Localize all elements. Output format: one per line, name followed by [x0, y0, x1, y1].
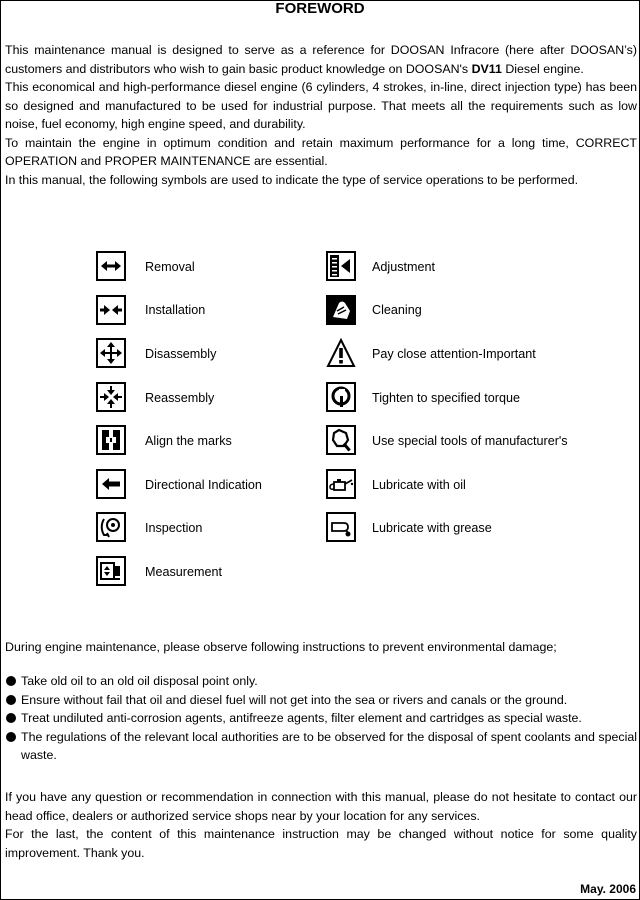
special-tool-icon	[326, 425, 356, 455]
adjustment-icon	[326, 251, 356, 281]
symbol-label: Directional Indication	[145, 478, 262, 492]
direction-arrow-icon	[96, 469, 126, 499]
bullet-text: Treat undiluted anti-corrosion agents, antifreeze agents, filter element and cartridges as special waste.	[21, 711, 582, 725]
measurement-icon	[96, 556, 126, 586]
grease-icon	[326, 512, 356, 542]
engine-model: DV11	[471, 61, 502, 76]
intro-paragraph-2: This economical and high-performance diesel engine (6 cylinders, 4 strokes, in-line, direct injection type) has been so designed and manufactured to be used for industrial purpose. That meets all the requirements such as low noise, fuel economy, high engine speed, and durability.	[5, 80, 637, 131]
bullet-text: Take old oil to an old oil disposal point only.	[21, 674, 258, 688]
bullet-text: The regulations of the relevant local authorities are to be observed for the disposal of spent coolants and special waste.	[21, 729, 637, 762]
symbol-label: Pay close attention-Important	[372, 347, 536, 361]
align-marks-icon	[96, 425, 126, 455]
outro-section	[5, 788, 637, 862]
outro-paragraph-2: For the last, the content of this maintenance instruction may be changed without notice for some quality improvement. Thank you.	[5, 827, 637, 860]
list-item	[5, 728, 637, 765]
symbol-label: Disassembly	[145, 347, 217, 361]
reassembly-icon	[96, 382, 126, 412]
disassembly-icon	[96, 338, 126, 368]
oil-can-icon	[326, 469, 356, 499]
bullet-dot-icon	[6, 713, 16, 723]
list-item	[5, 709, 637, 728]
intro-paragraph-1	[5, 41, 637, 78]
intro-paragraph-3: To maintain the engine in optimum condition and retain maximum performance for a long time, CORRECT OPERATION and PROPER MAINTENANCE are essential.	[5, 135, 637, 168]
symbol-label: Align the marks	[145, 434, 232, 448]
symbol-label: Removal	[145, 260, 195, 274]
intro-paragraph-4: In this manual, the following symbols are used to indicate the type of service operations to be performed.	[5, 172, 579, 187]
publication-date: May. 2006	[580, 882, 636, 896]
outro-paragraph-1: If you have any question or recommendation in connection with this manual, please do not hesitate to contact our head office, dealers or authorized service shops near by your location for any services.	[5, 790, 637, 823]
symbol-label: Reassembly	[145, 391, 215, 405]
intro-text: This maintenance manual is designed to serve as a reference for DOOSAN Infracore (here after DOOSAN’s) customers and distributors who wish to gain basic product knowledge on DOOSAN's	[5, 43, 637, 76]
intro-text: Diesel engine.	[501, 61, 584, 76]
cleaning-icon	[326, 295, 356, 325]
symbol-label: Inspection	[145, 521, 203, 535]
symbol-label: Installation	[145, 303, 206, 317]
bullet-dot-icon	[6, 695, 16, 705]
symbol-label: Cleaning	[372, 303, 422, 317]
symbol-label: Use special tools of manufacturer's	[372, 434, 568, 448]
inspection-icon	[96, 512, 126, 542]
bullet-text: Ensure without fail that oil and diesel fuel will not get into the sea or rivers and canals or the ground.	[21, 692, 568, 707]
bullet-dot-icon	[6, 732, 16, 742]
intro-section	[5, 41, 637, 189]
bullet-dot-icon	[6, 676, 16, 686]
environment-bullet-list	[5, 672, 637, 765]
environment-intro: During engine maintenance, please observe following instructions to prevent environmental damage;	[5, 640, 557, 654]
removal-icon	[96, 251, 126, 281]
torque-wrench-icon	[326, 382, 356, 412]
symbol-label: Lubricate with oil	[372, 478, 466, 492]
symbol-label: Tighten to specified torque	[372, 391, 520, 405]
symbol-label: Adjustment	[372, 260, 435, 274]
warning-icon	[326, 338, 356, 368]
symbol-label: Measurement	[145, 565, 222, 579]
page-title: FOREWORD	[275, 0, 365, 17]
symbol-label: Lubricate with grease	[372, 521, 492, 535]
list-item	[5, 691, 637, 710]
list-item	[5, 672, 637, 691]
installation-icon	[96, 295, 126, 325]
